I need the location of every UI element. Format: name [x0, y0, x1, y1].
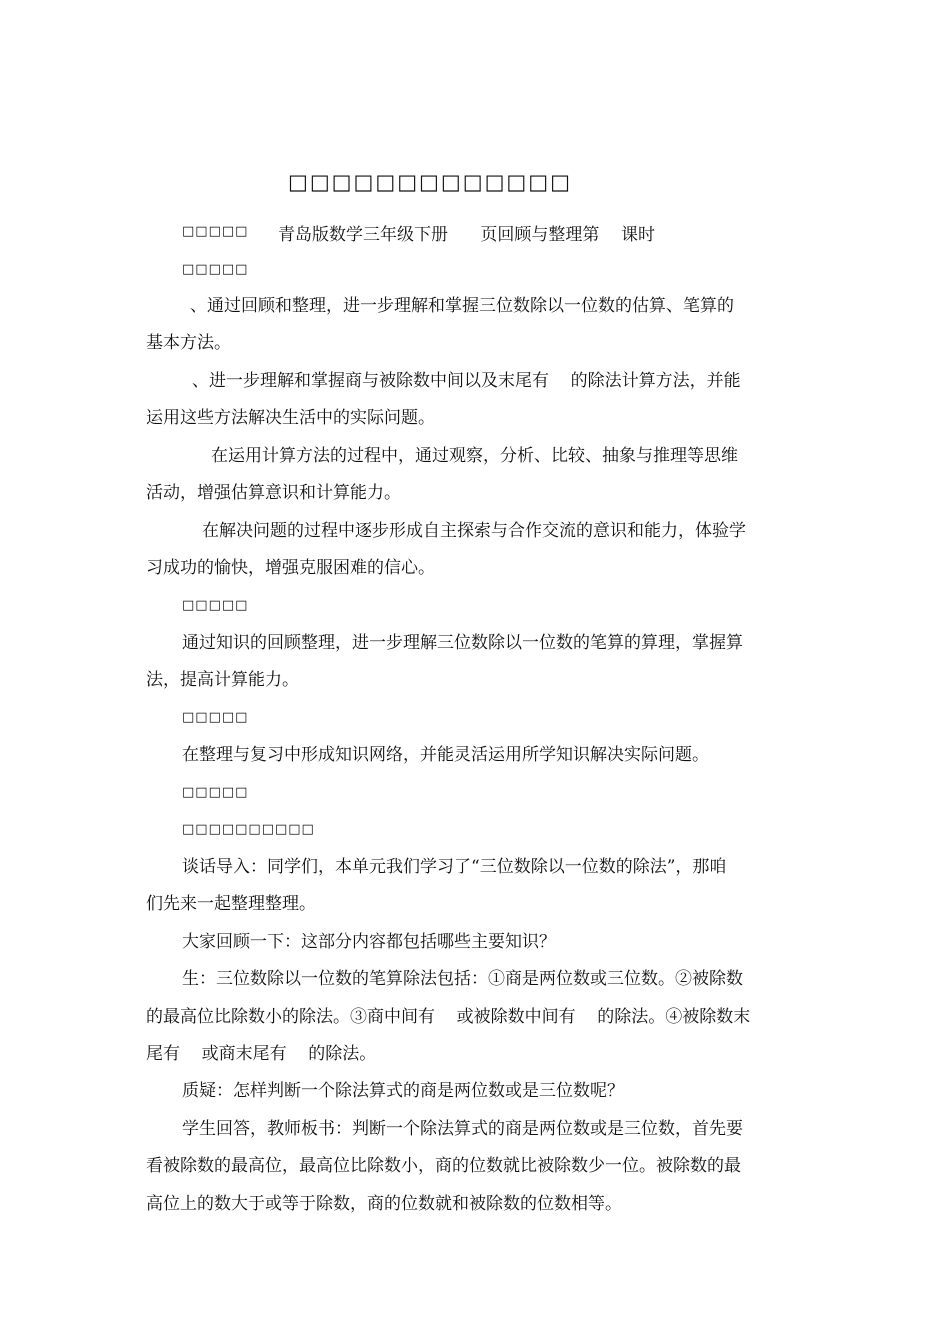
student-line2: 的最高位比除数小的除法。③商中间有 或被除数中间有 的除法。④被除数末 [146, 1007, 751, 1027]
key-points-heading: □□□□□ [182, 598, 249, 613]
review-line1: 大家回顾一下：这部分内容都包括哪些主要知识？ [182, 932, 556, 952]
goal4-line2: 习成功的愉快，增强克服困难的信心。 [146, 558, 435, 578]
key-line1: 通过知识的回顾整理，进一步理解三位数除以一位数的笔算的算理，掌握算 [182, 633, 743, 653]
info-text: 青岛版数学三年级下册 页回顾与整理第 课时 [278, 225, 656, 245]
goal4-line1: 在解决问题的过程中逐步形成自主探索与合作交流的意识和能力，体验学 [202, 521, 746, 541]
key-line2: 法，提高计算能力。 [146, 670, 299, 690]
question-line1: 质疑：怎样判断一个除法算式的商是两位数或是三位数呢？ [182, 1081, 624, 1101]
process-sub-heading: □□□□□□□□□□ [182, 822, 315, 837]
student-line3: 尾有 或商末尾有 的除法。 [146, 1044, 377, 1064]
goal3-line1: 在运用计算方法的过程中，通过观察，分析、比较、抽象与推理等思维 [211, 446, 738, 466]
goal1-line2: 基本方法。 [146, 333, 231, 353]
document-title: □□□□□□□□□□□□□ [288, 170, 572, 194]
intro-line2: 们先来一起整理整理。 [146, 894, 316, 914]
process-heading: □□□□□ [182, 785, 249, 800]
difficulty-heading: □□□□□ [182, 710, 249, 725]
goal2-line2: 运用这些方法解决生活中的实际问题。 [146, 408, 435, 428]
intro-line1: 谈话导入：同学们，本单元我们学习了“三位数除以一位数的除法”，那咱 [182, 857, 727, 877]
goals-heading: □□□□□ [182, 262, 249, 277]
answer-line3: 高位上的数大于或等于除数，商的位数就和被除数的位数相等。 [146, 1194, 622, 1214]
goal1-line1: 、通过回顾和整理，进一步理解和掌握三位数除以一位数的估算、笔算的 [190, 296, 734, 316]
difficulty-line1: 在整理与复习中形成知识网络，并能灵活运用所学知识解决实际问题。 [182, 745, 709, 765]
student-line1: 生：三位数除以一位数的笔算除法包括：①商是两位数或三位数。②被除数 [182, 969, 743, 989]
goal2-line1: 、进一步理解和掌握商与被除数中间以及末尾有 的除法计算方法，并能 [192, 371, 741, 391]
goal3-line2: 活动，增强估算意识和计算能力。 [146, 483, 401, 503]
info-label: □□□□□ [182, 224, 249, 239]
answer-line1: 学生回答，教师板书：判断一个除法算式的商是两位数或是三位数，首先要 [182, 1119, 743, 1139]
answer-line2: 看被除数的最高位，最高位比除数小，商的位数就比被除数少一位。被除数的最 [146, 1156, 741, 1176]
